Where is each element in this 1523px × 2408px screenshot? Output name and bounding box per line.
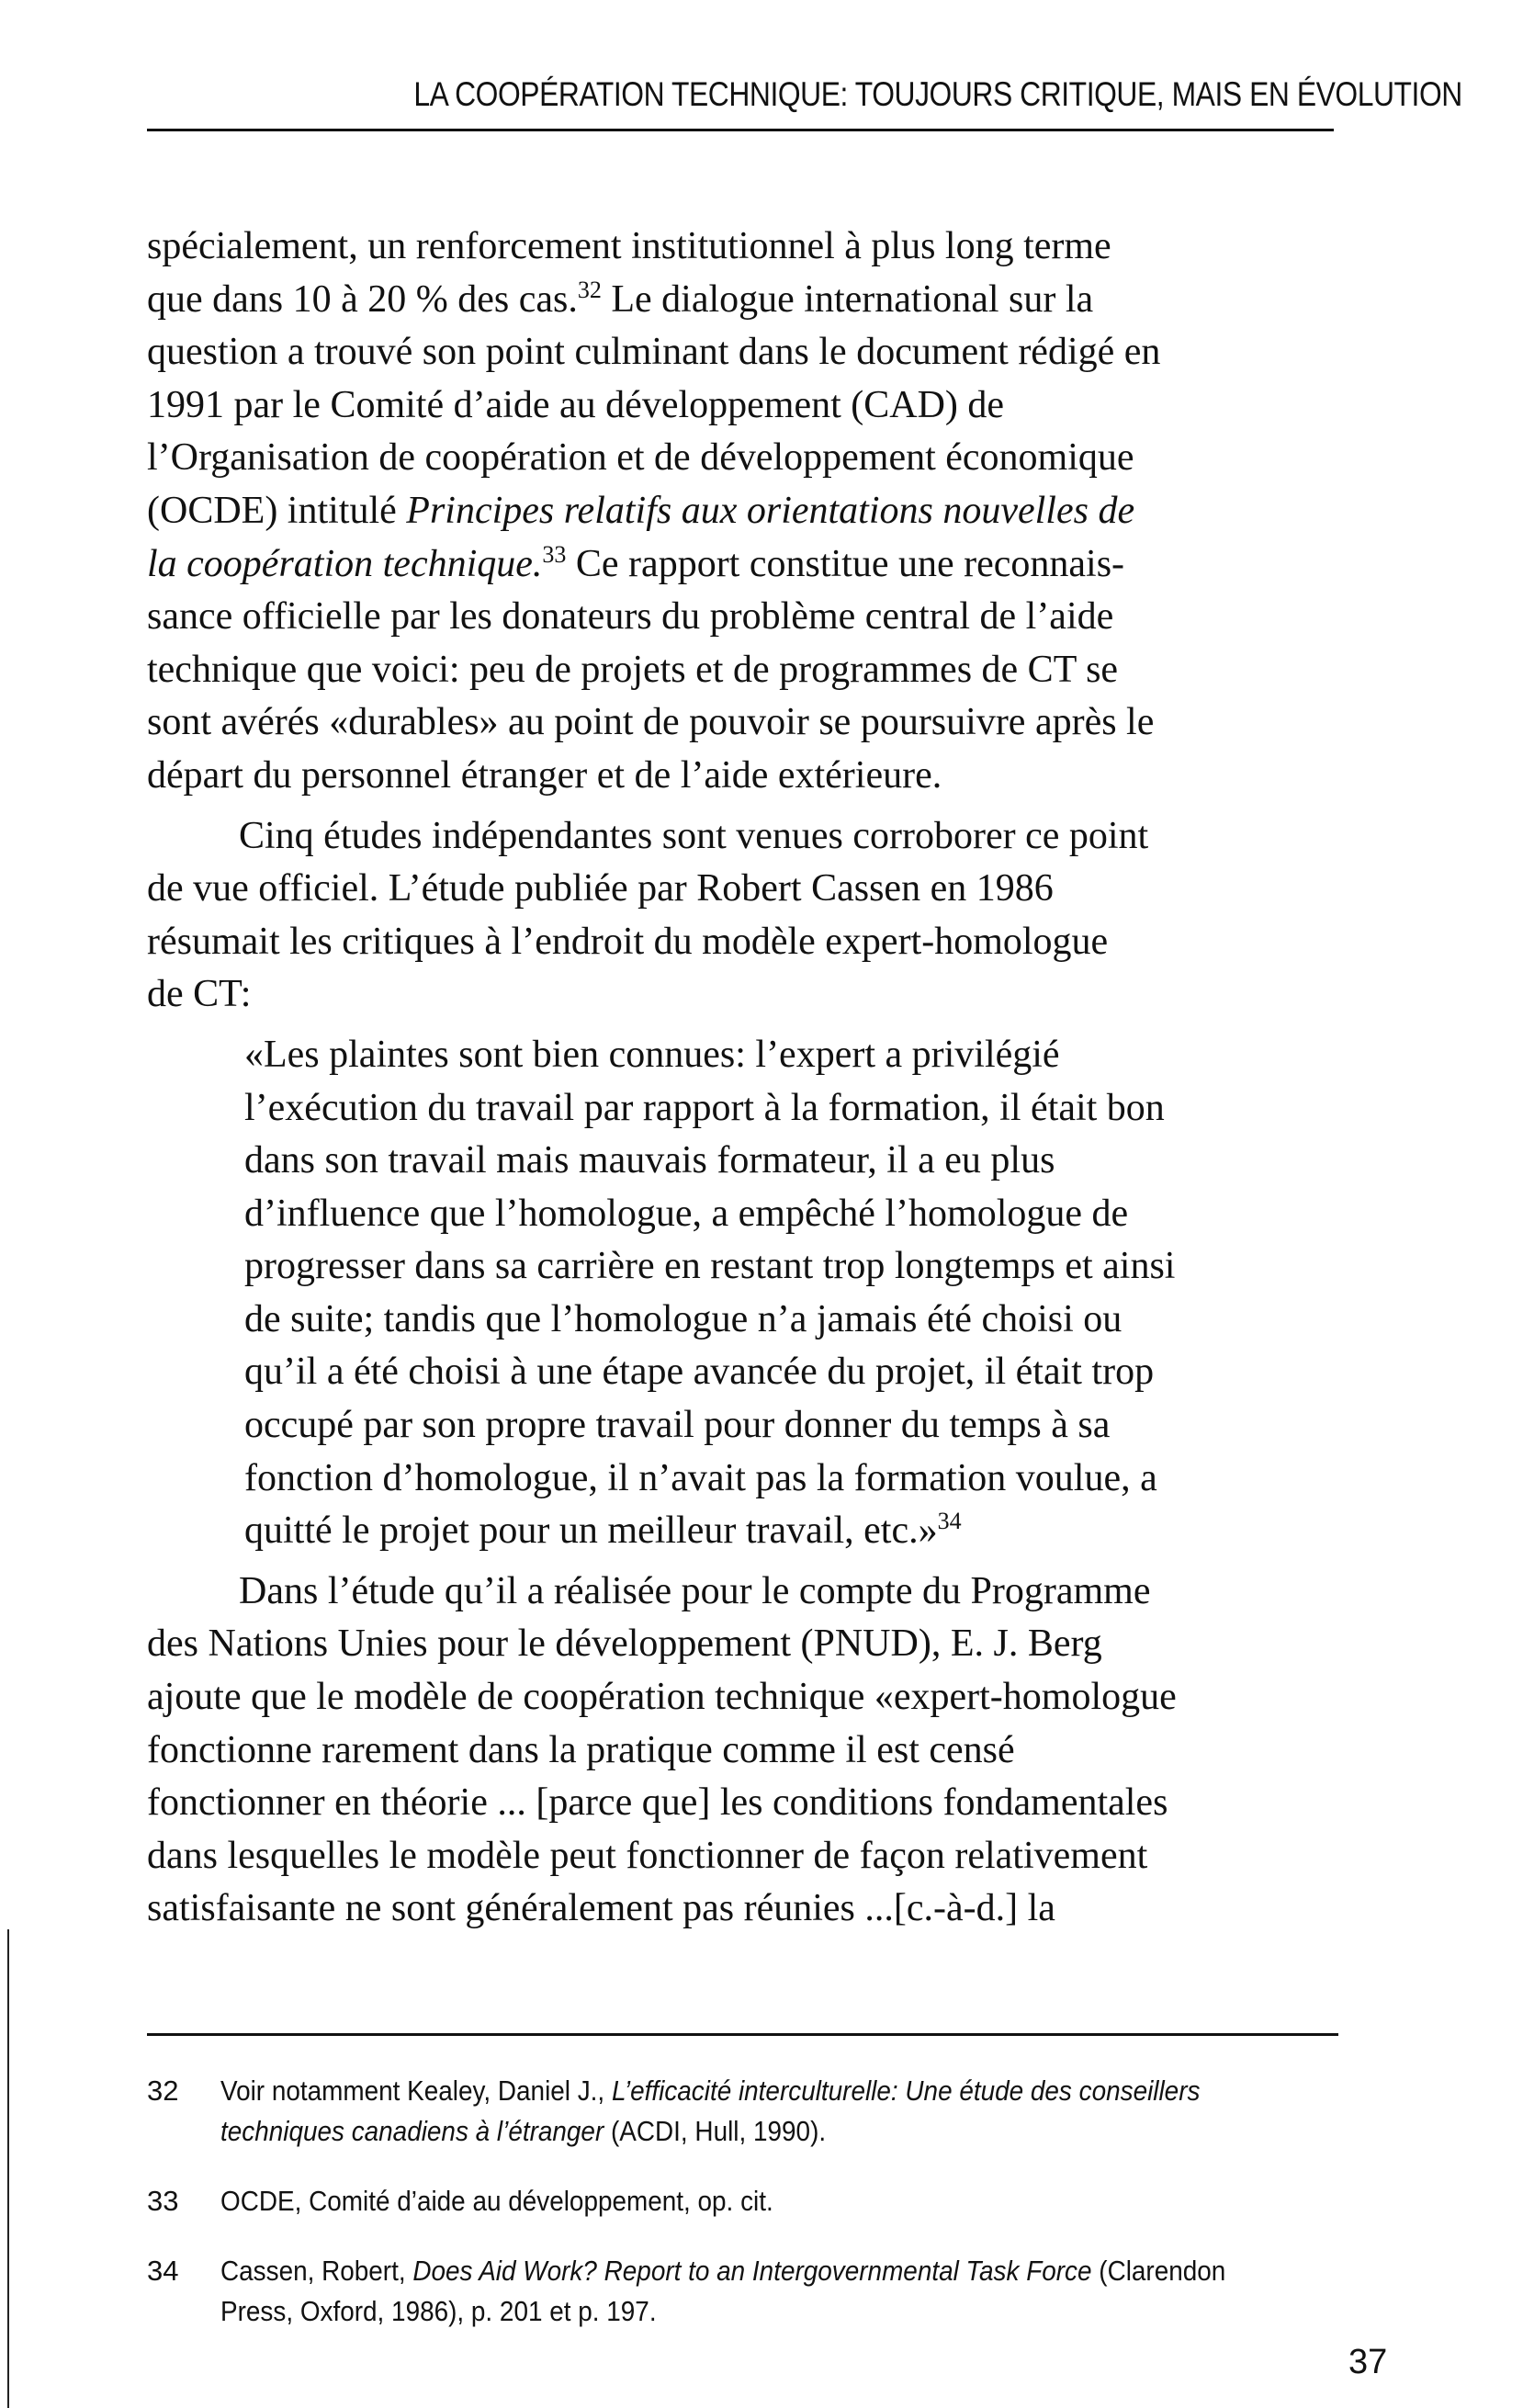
text-span: (OCDE) intitulé: [147, 489, 407, 532]
text-span: Le dialogue international sur la: [601, 277, 1094, 321]
text-line: des Nations Unies pour le développement (PNUD), E. J. Berg: [147, 1622, 1102, 1666]
scan-margin-line: [7, 1929, 9, 2408]
footnote-text: [220, 2251, 1350, 2332]
quote-line: d’influence que l’homologue, a empêché l’homologue de: [244, 1192, 1129, 1235]
body-text: [147, 220, 1341, 1936]
paragraph-1: [147, 220, 1341, 803]
quote-line: occupé par son propre travail pour donner du temps à sa: [244, 1404, 1111, 1447]
text-line: Dans l’étude qu’il a réalisée pour le compte du Programme: [239, 1569, 1151, 1612]
paragraph-3: [147, 1566, 1341, 1936]
footnote-34: [147, 2251, 1350, 2332]
footnote-line: [220, 2111, 1237, 2152]
document-title-italic: la coopération technique.: [147, 542, 543, 585]
quote-line: «Les plaintes sont bien connues: l’expert a privilégié: [244, 1033, 1060, 1076]
text-line: sance officielle par les donateurs du problème central de l’aide: [147, 595, 1114, 639]
footnote-line: [220, 2071, 1237, 2111]
book-title-italic: L’efficacité interculturelle: Une étude des conseillers: [611, 2074, 1201, 2107]
text-span: quitté le projet pour un meilleur travail, etc.»: [244, 1509, 938, 1553]
text-line: ajoute que le modèle de coopération technique «expert-homologue: [147, 1676, 1177, 1719]
quote-line: qu’il a été choisi à une étape avancée du projet, il était trop: [244, 1351, 1155, 1394]
block-quote: [147, 1029, 1341, 1558]
footnote-32: [147, 2071, 1350, 2152]
quote-line: fonction d’homologue, il n’avait pas la formation voulue, a: [244, 1456, 1157, 1499]
footnote-number: 34: [147, 2255, 179, 2287]
header-rule: [147, 129, 1334, 131]
text-span: Voir notamment Kealey, Daniel J.,: [220, 2074, 612, 2107]
text-span: (Clarendon: [1091, 2255, 1226, 2287]
text-line: [147, 485, 1341, 538]
footnote-ref-34: 34: [937, 1508, 962, 1535]
footnote-rule: [147, 2033, 1338, 2036]
footnote-33: [147, 2181, 1350, 2221]
book-title-italic: Does Aid Work? Report to an Intergovernmental Task Force: [412, 2255, 1092, 2287]
text-line: départ du personnel étranger et de l’aide extérieure.: [147, 753, 942, 797]
footnote-line: OCDE, Comité d’aide au développement, op. cit.: [220, 2185, 773, 2217]
quote-line: [244, 1505, 1341, 1558]
text-line: de vue officiel. L’étude publiée par Robert Cassen en 1986: [147, 867, 1054, 910]
quote-line: de suite; tandis que l’homologue n’a jamais été choisi ou: [244, 1297, 1123, 1340]
text-line: [147, 274, 1341, 327]
text-span: que dans 10 à 20 % des cas.: [147, 277, 578, 321]
text-line: dans lesquelles le modèle peut fonctionner de façon relativement: [147, 1834, 1148, 1877]
footnote-text: [220, 2181, 1350, 2221]
text-line: sont avérés «durables» au point de pouvoir se poursuivre après le: [147, 701, 1155, 744]
footnote-line: [220, 2251, 1237, 2291]
document-title-italic: Principes relatifs aux orientations nouvelles de: [406, 489, 1135, 532]
paragraph-2: [147, 810, 1341, 1022]
quote-line: progresser dans sa carrière en restant trop longtemps et ainsi: [244, 1245, 1176, 1288]
footnote-ref-32: 32: [577, 276, 602, 303]
footnote-line: Press, Oxford, 1986), p. 201 et p. 197.: [220, 2295, 657, 2327]
text-line: technique que voici: peu de projets et de programmes de CT se: [147, 648, 1119, 691]
book-title-italic: techniques canadiens à l’étranger: [220, 2115, 604, 2147]
quote-line: dans son travail mais mauvais formateur, il a eu plus: [244, 1139, 1055, 1182]
footnote-ref-33: 33: [542, 540, 567, 568]
text-span: (ACDI, Hull, 1990).: [604, 2115, 827, 2147]
text-line: satisfaisante ne sont généralement pas réunies ...[c.-à-d.] la: [147, 1887, 1055, 1930]
text-line: fonctionne rarement dans la pratique comme il est censé: [147, 1728, 1015, 1771]
quote-line: l’exécution du travail par rapport à la formation, il était bon: [244, 1086, 1165, 1129]
text-span: Cassen, Robert,: [220, 2255, 413, 2287]
text-line: résumait les critiques à l’endroit du modèle expert-homologue: [147, 920, 1109, 963]
text-line: l’Organisation de coopération et de développement économique: [147, 436, 1134, 480]
text-line: de CT:: [147, 973, 252, 1016]
footnote-number: 32: [147, 2074, 179, 2107]
text-line: Cinq études indépendantes sont venues corroborer ce point: [239, 814, 1149, 857]
text-line: spécialement, un renforcement institutionnel à plus long terme: [147, 225, 1111, 267]
page-number: 37: [1348, 2343, 1388, 2381]
text-line: question a trouvé son point culminant dans le document rédigé en: [147, 331, 1161, 374]
running-head: LA COOPÉRATION TECHNIQUE: TOUJOURS CRITIQUE, MAIS EN ÉVOLUTION: [413, 75, 1462, 113]
footnotes: [147, 2071, 1350, 2361]
text-line: fonctionner en théorie ... [parce que] les conditions fondamentales: [147, 1781, 1168, 1825]
text-span: Ce rapport constitue une reconnais-: [566, 542, 1125, 585]
text-line: [147, 538, 1341, 592]
footnote-text: [220, 2071, 1350, 2152]
text-line: 1991 par le Comité d’aide au développement (CAD) de: [147, 383, 1005, 426]
footnote-number: 33: [147, 2185, 179, 2217]
